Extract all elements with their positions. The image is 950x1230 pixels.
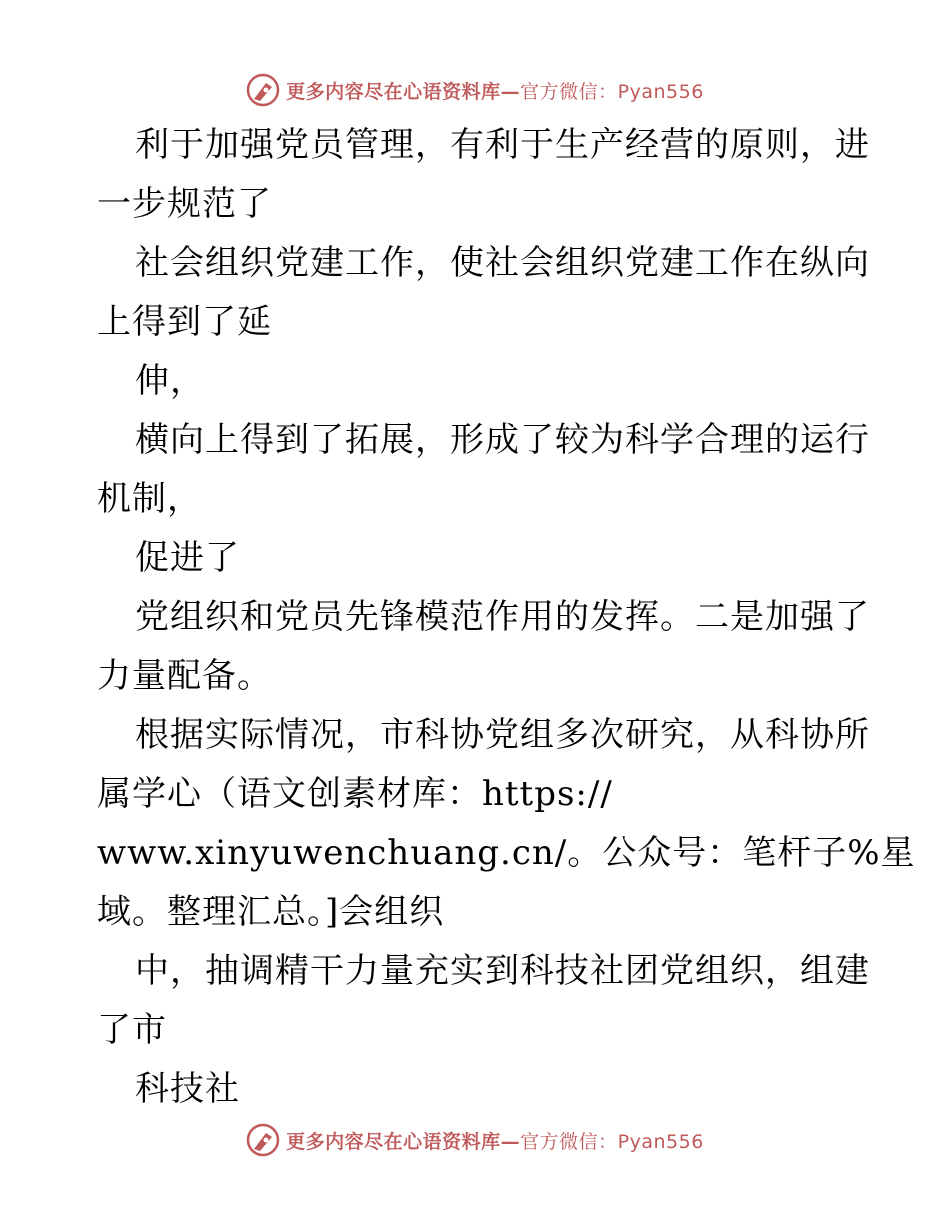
text-line: 域。整理汇总。]会组织 xyxy=(97,892,445,932)
text-line: 了市 xyxy=(97,1010,167,1050)
text-line: 机制， xyxy=(97,479,202,519)
header-watermark xyxy=(0,70,950,110)
text-line: 社会组织党建工作，使社会组织党建工作在纵向 xyxy=(135,243,870,283)
text-line: 根据实际情况，市科协党组多次研究，从科协所 xyxy=(135,715,870,755)
watermark-text: 更多内容尽在心语资料库—官方微信：Pyan556 xyxy=(286,1130,704,1153)
text-line: 力量配备。 xyxy=(97,656,272,696)
pen-nib-logo-icon xyxy=(246,1123,280,1157)
pen-nib-logo-icon xyxy=(246,73,280,107)
text-line: 属学心（语文创素材库：https:// xyxy=(97,774,613,814)
text-line: 促进了 xyxy=(135,538,240,578)
text-line: 上得到了延 xyxy=(97,302,272,342)
document-body xyxy=(97,123,916,1126)
text-line: 一步规范了 xyxy=(97,184,272,224)
text-line: 科技社 xyxy=(135,1069,240,1109)
text-line: 横向上得到了拓展，形成了较为科学合理的运行 xyxy=(135,420,870,460)
text-line: 党组织和党员先锋模范作用的发挥。二是加强了 xyxy=(135,597,870,637)
text-line: 伸， xyxy=(135,361,205,401)
text-line: www.xinyuwenchuang.cn/。公众号：笔杆子%星 xyxy=(97,833,916,873)
footer-watermark xyxy=(0,1120,950,1160)
text-line: 中，抽调精干力量充实到科技社团党组织，组建 xyxy=(135,951,870,991)
text-line: 利于加强党员管理，有利于生产经营的原则，进 xyxy=(135,125,870,165)
watermark-text: 更多内容尽在心语资料库—官方微信：Pyan556 xyxy=(286,80,704,103)
